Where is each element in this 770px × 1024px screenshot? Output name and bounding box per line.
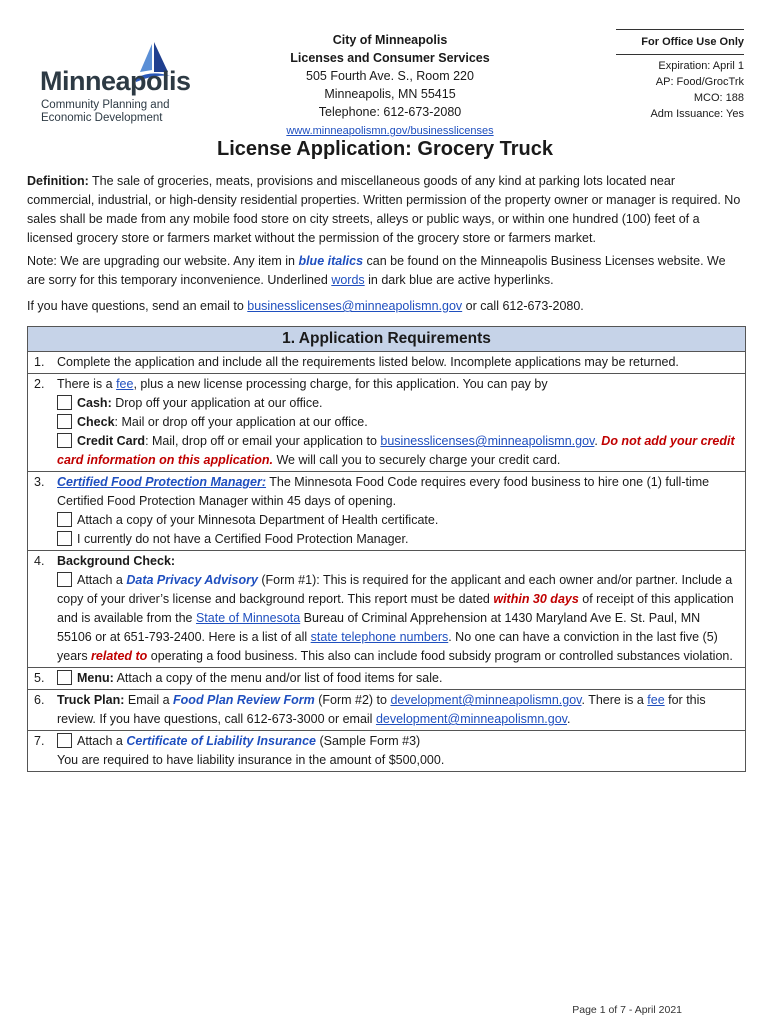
requirement-item-2: 2. There is a fee, plus a new license processing charge, for this application. You can pay by Cash: Drop off your application at our office. Check: Mail or drop off your application at our office. Credit Card: Mail, drop off or email your application to businesslicenses@minneapolismn.gov. Do not add your credit card information on this application. We will call you to securely charge your credit card. (28, 374, 745, 472)
requirements-heading: 1. Application Requirements (28, 327, 745, 352)
requirement-item-7: 7. Attach a Certificate of Liability Insurance (Sample Form #3) You are required to have liability insurance in the amount of $500,000. (34, 734, 445, 767)
cash-checkbox[interactable] (57, 395, 72, 410)
logo-wordmark: Minneapolis (40, 66, 191, 96)
questions-paragraph: If you have questions, send an email to businesslicenses@minneapolismn.gov or call 612-673-2080. (27, 299, 584, 313)
cfpm-link[interactable]: Certified Food Protection Manager: (57, 475, 267, 489)
business-licenses-email-link[interactable]: businesslicenses@minneapolismn.gov (247, 299, 463, 313)
office-use-box: For Office Use Only Expiration: April 1 AP: Food/GrocTrk MCO: 188 Adm Issuance: Yes (616, 29, 744, 122)
development-email-link-2[interactable]: development@minneapolismn.gov (375, 712, 567, 726)
requirement-item-1: 1. Complete the application and include all the requirements listed below. Incomplete applications may be returned. (28, 352, 745, 374)
development-email-link[interactable]: development@minneapolismn.gov (390, 693, 582, 707)
words-link[interactable]: words (331, 273, 365, 287)
liability-insurance-checkbox[interactable] (57, 733, 72, 748)
agency-header: City of Minneapolis Licenses and Consumer Services 505 Fourth Ave. S., Room 220 Minneapolis, MN 55415 Telephone: 612-673-2080 www.minneapolismn.gov/businesslicenses (286, 33, 494, 137)
state-telephone-link[interactable]: state telephone numbers (310, 630, 449, 644)
fee-link[interactable]: fee (116, 377, 134, 391)
state-of-minnesota-link[interactable]: State of Minnesota (195, 611, 301, 625)
no-cfpm-checkbox[interactable] (57, 531, 72, 546)
check-checkbox[interactable] (57, 414, 72, 429)
review-fee-link[interactable]: fee (647, 693, 665, 707)
data-privacy-checkbox[interactable] (57, 572, 72, 587)
note-paragraph: Note: We are upgrading our website. Any item in blue italics can be found on the Minneapolis Business Licenses website. We are sorry for this temporary inconvenience. Underlined words in dark blue are active hyperlinks. (27, 254, 726, 287)
page-title: License Application: Grocery Truck (216, 138, 554, 160)
logo-subtitle: Community Planning and Economic Development (41, 99, 170, 124)
business-licenses-link[interactable]: www.minneapolismn.gov/businesslicenses (286, 125, 494, 137)
credit-card-checkbox[interactable] (57, 433, 72, 448)
definition-paragraph: Definition: The sale of groceries, meats, provisions and miscellaneous goods of any kind at parking lots located near commercial, industrial, or high-density residential properties. Written permission of the property owner or manager is required. No sales shall be made from any mobile food store on city streets, alleys or public ways, or within one hundred (100) feet of a licensed grocery store or farmers market without the permission of the grocery store or farmers market. (27, 174, 741, 245)
requirement-item-3: 3. Certified Food Protection Manager: The Minnesota Food Code requires every food business to hire one (1) full-time Certified Food Protection Manager within 45 days of opening. Attach a copy of your Minnesota Department of Health certificate. I currently do not have a Certified Food Protection Manager. (28, 472, 745, 551)
menu-checkbox[interactable] (57, 670, 72, 685)
page-footer: Page 1 of 7 - April 2021 (572, 1004, 682, 1016)
requirement-item-5: 5. Menu: Attach a copy of the menu and/or list of food items for sale. (28, 668, 745, 690)
health-certificate-checkbox[interactable] (57, 512, 72, 527)
requirement-item-4: 4. Background Check: Attach a Data Privacy Advisory (Form #1): This is required for the applicant and each owner and/or partner. Include a copy of your driver’s license and background report. This report must be dated within 30 days of receipt of this application and is available from the State of Minnesota Bureau of Criminal Apprehension at 1430 Maryland Ave E. St. Paul, MN 55106 or at 651-793-2400. Here is a list of all state telephone numbers. No one can have a conviction in the last five (5) years related to operating a food business. This also can include food subsidy program or controlled substances violation. (28, 551, 745, 668)
requirements-table (27, 326, 746, 772)
cc-email-link[interactable]: businesslicenses@minneapolismn.gov (380, 434, 595, 448)
requirement-item-6: 6. Truck Plan: Email a Food Plan Review Form (Form #2) to development@minneapolismn.gov. There is a fee for this review. If you have questions, call 612-673-3000 or email development@minneapolismn.gov. (28, 690, 745, 731)
